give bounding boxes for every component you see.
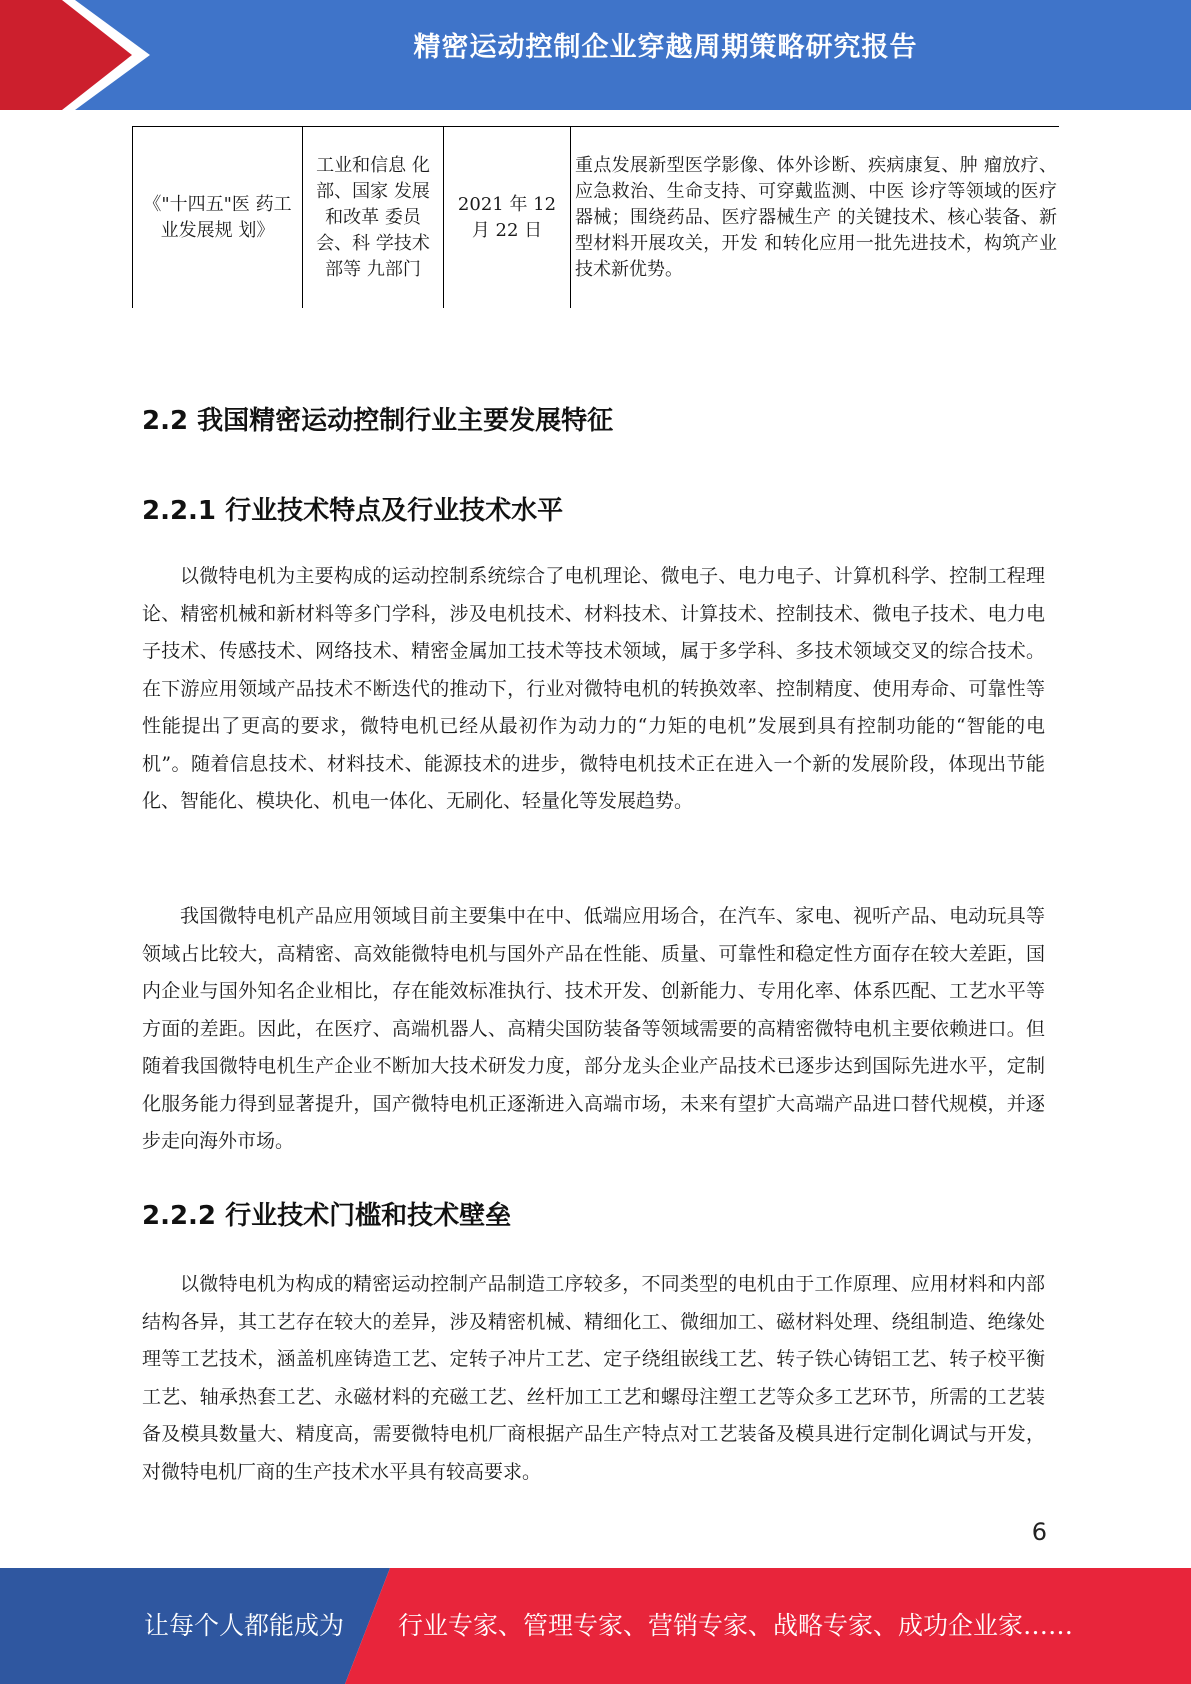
paragraph-domestic-status: 我国微特电机产品应用领域目前主要集中在中、低端应用场合，在汽车、家电、视听产品、电动玩具等领域占比较大，高精密、高效能微特电机与国外产品在性能、质量、可靠性和稳定性方面存在较大差距，国内企业与国外知名企业相比，存在能效标准执行、技术开发、创新能力、专用化率、体系匹配、工艺水平等方面的差距。因此，在医疗、高端机器人、高精尖国防装备等领域需要的高精密微特电机主要依赖进口。但随着我国微特电机生产企业不断加大技术研发力度，部分龙头企业产品技术已逐步达到国际先进水平，定制化服务能力得到显著提升，国产微特电机正逐渐进入高端市场，未来有望扩大高端产品进口替代规模，并逐步走向海外市场。	[142, 905, 1045, 1152]
policy-table	[132, 126, 1059, 308]
policy-name: 《"十四五"医 药工业发展规 划》	[143, 193, 292, 241]
issuing-department: 工业和信息 化部、国家 发展和改革 委员会、科 学技术部等 九部门	[316, 154, 430, 280]
paragraph-tech-features: 以微特电机为主要构成的运动控制系统综合了电机理论、微电子、电力电子、计算机科学、控制工程理论、精密机械和新材料等多门学科，涉及电机技术、材料技术、计算技术、控制技术、微电子技术、电力电子技术、传感技术、网络技术、精密金属加工技术等技术领域，属于多学科、多技术领域交叉的综合技术。在下游应用领域产品技术不断迭代的推动下，行业对微特电机的转换效率、控制精度、使用寿命、可靠性等性能提出了更高的要求，微特电机已经从最初作为动力的“力矩的电机”发展到具有控制功能的“智能的电机”。随着信息技术、材料技术、能源技术的进步，微特电机技术正在进入一个新的发展阶段，体现出节能化、智能化、模块化、机电一体化、无刷化、轻量化等发展趋势。	[142, 565, 1045, 812]
page-header	[0, 0, 1191, 110]
table-cell-department	[302, 127, 443, 308]
header-red-arrow-decoration	[0, 0, 160, 110]
policy-content: 重点发展新型医学影像、体外诊断、疾病康复、肿 瘤放疗、应急救治、生命支持、可穿戴监测、中医 诊疗等领域的医疗器械；围绕药品、医疗器械生产 的关键技术、核心装备、新型材料开展攻关，开发 和转化应用一批先进技术，构筑产业技术新优势。	[575, 154, 1057, 280]
footer-slogan-left: 让每个人都能成为	[144, 1611, 345, 1640]
table-cell-content	[570, 127, 1059, 308]
section-heading-2-2: 2.2 我国精密运动控制行业主要发展特征	[142, 406, 614, 436]
header-title: 精密运动控制企业穿越周期策略研究报告	[413, 32, 918, 63]
section-heading-2-2-1: 2.2.1 行业技术特点及行业技术水平	[142, 496, 564, 526]
page-number: 6	[1031, 1518, 1047, 1546]
page-footer	[0, 1568, 1191, 1684]
table-cell-policy-name	[132, 127, 302, 308]
footer-slogan-right: 行业专家、管理专家、营销专家、战略专家、成功企业家……	[398, 1611, 1074, 1640]
paragraph-tech-barriers: 以微特电机为构成的精密运动控制产品制造工序较多，不同类型的电机由于工作原理、应用材料和内部结构各异，其工艺存在较大的差异，涉及精密机械、精细化工、微细加工、磁材料处理、绕组制造、绝缘处理等工艺技术，涵盖机座铸造工艺、定转子冲片工艺、定子绕组嵌线工艺、转子铁心铸铝工艺、转子校平衡工艺、轴承热套工艺、永磁材料的充磁工艺、丝杆加工工艺和螺母注塑工艺等众多工艺环节，所需的工艺装备及模具数量大、精度高，需要微特电机厂商根据产品生产特点对工艺装备及模具进行定制化调试与开发，对微特电机厂商的生产技术水平具有较高要求。	[142, 1273, 1045, 1483]
issue-date: 2021 年 12 月 22 日	[457, 193, 557, 241]
section-heading-2-2-2: 2.2.2 行业技术门槛和技术壁垒	[142, 1201, 512, 1231]
table-cell-date	[443, 127, 570, 308]
